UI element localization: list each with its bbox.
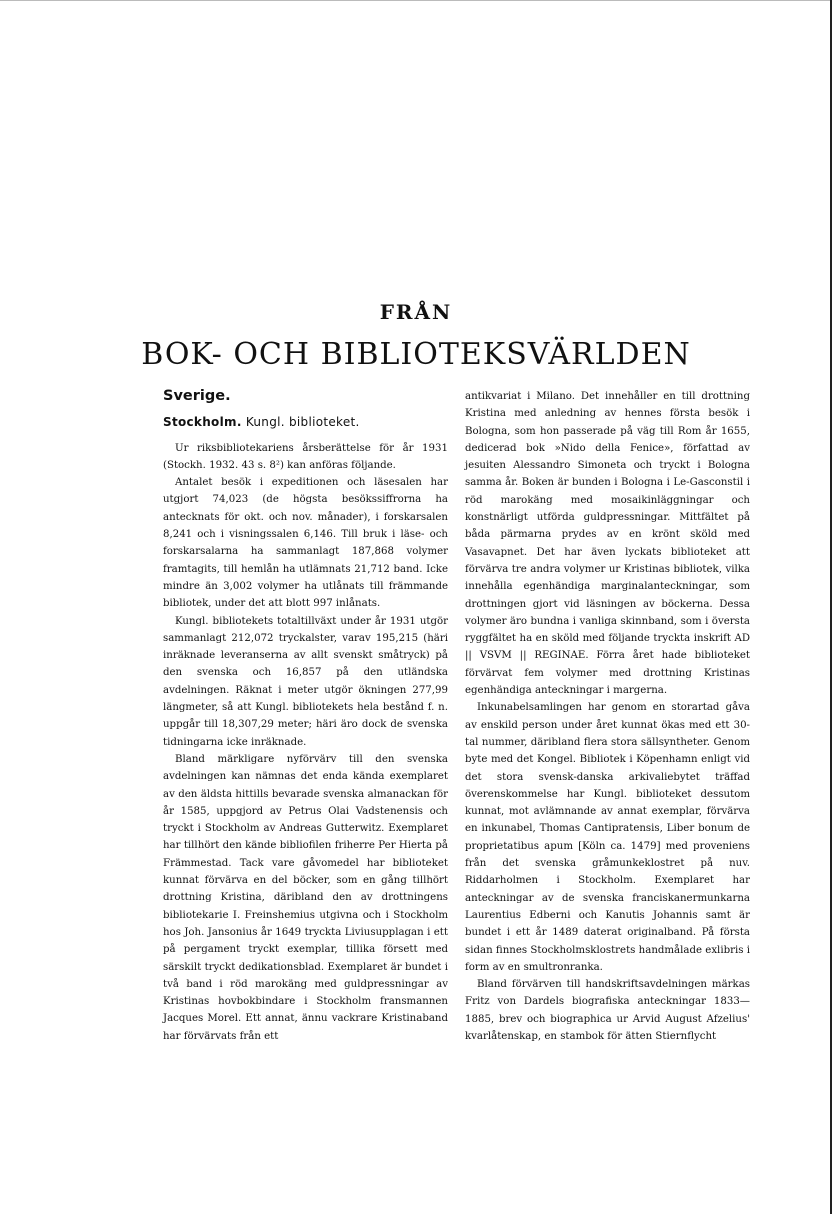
institution-name: Kungl. biblioteket. xyxy=(245,415,360,430)
paragraph: Kungl. bibliotekets totaltillväxt under år 1931 utgör sammanlagt 212,072 tryckalster, varav 195,215 (häri inräknade leveranserna av allt svenskt småtryck) på den svenska och 16,857 på den utländska avdelningen. Räknat i meter utgör ökningen 277,99 längmeter, så att Kungl. bibliotekets hela bestånd f. n. uppgår till 18,307,29 meter; häri äro dock de svenska tidningarna icke inräknade. xyxy=(163,615,448,748)
paragraph: Inkunabelsamlingen har genom en storartad gåva av enskild person under året kunnat ökas med ett 30-tal nummer, däribland flera stora sällsyntheter. Genom byte med det Kongel. Bibliotek i Köpenhamn enligt vid det stora svensk-danska arkivaliebytet träffad överenskommelse har Kungl. biblioteket dessutom kunnat, mot avlämnande av annat exemplar, förvärva en inkunabel, Thomas Cantipratensis, Liber bonum de proprietatibus apum [Köln ca. 1479] med proveniens från det svenska gråmunkeklostret på nuv. Riddarholmen i Stockholm. Exemplaret har anteckningar av de svenska franciskanermunkarna Laurentius Edberni och Kanutis Johannis samt är bundet i ett år 1489 daterat originalband. På första sidan finnes Stockholmsklostrets handmålade exlibris i form av en smultronranka. xyxy=(465,702,750,973)
city-name: Stockholm. xyxy=(163,415,242,430)
right-column xyxy=(465,388,750,1045)
paragraph: Bland märkligare nyförvärv till den svenska avdelningen kan nämnas det enda kända exemplaret av den äldsta hittills bevarade svenska almanackan för år 1585, uppgjord av Petrus Olai Vadstenensis och tryckt i Stockholm av Andreas Gutterwitz. Exemplaret har tillhört den kände bibliofilen friherre Per Hierta på Främmestad. Tack vare gåvomedel har biblioteket kunnat förvärva en del böcker, som en gång tillhört drottning Kristina, däribland den av drottningens bibliotekarie I. Freinshemius utgivna och i Stockholm hos Joh. Jansonius år 1649 tryckta Liviusupplagan i ett på pergament tryckt exemplar, tillika försett med särskilt tryckt dedikationsblad. Exemplaret är bundet i två band i röd marokäng med guldpressningar av Kristinas hovbokbindare i Stockholm fransmannen Jacques Morel. Ett annat, ännu vackrare Kristinaband har förvärvats från ett xyxy=(163,753,448,1042)
country-heading: Sverige. xyxy=(163,388,231,404)
section-kicker: FRÅN xyxy=(379,300,453,324)
left-column xyxy=(163,388,448,1045)
paragraph: Antalet besök i expeditionen och läsesalen har utgjort 74,023 (de högsta besökssiffrorna ha antecknats för okt. och nov. månader), i forskarsalen 8,241 och i visningssalen 6,146. Till bruk i läse- och forskarsalarna ha sammanlagt 187,868 volymer framtagits, till hemlån ha utlämnats 21,712 band. Icke mindre än 3,002 volymer ha utlånats till främmande bibliotek, under det att blott 997 inlånats. xyxy=(163,477,448,610)
city-heading xyxy=(163,414,448,431)
paragraph: Ur riksbibliotekariens årsberättelse för år 1931 (Stockh. 1932. 43 s. 8²) kan anföras följande. xyxy=(163,442,448,471)
paragraph: antikvariat i Milano. Det innehåller en till drottning Kristina med anledning av hennes första besök i Bologna, som hon passerade på väg till Rom år 1655, dedicerad bok »Nido della Fenice», författad av jesuiten Alessandro Simoneta och tryckt i Bologna samma år. Boken är bunden i Bologna i Le-Gasconstil i röd marokäng med mosaikinläggningar och konstnärligt utförda guldpressningar. Mittfältet på båda pärmarna prydes av en krönt sköld med Vasavapnet. Det har även lyckats biblioteket att förvärva tre andra volymer ur Kristinas bibliotek, vilka innehålla egenhändiga marginalanteckningar, som drottningen gjort vid läsningen av böckerna. Dessa volymer äro bundna i vanliga skinnband, som i översta ryggfältet ha en sköld med följande tryckta inskrift AD || VSVM || REGINAE. Förra året hade biblioteket förvärvat fem volymer med drottning Kristinas egenhändiga anteckningar i margerna. xyxy=(465,391,750,697)
page-top-edge xyxy=(0,0,832,1)
page-title: BOK- OCH BIBLIOTEKSVÄRLDEN xyxy=(141,337,691,372)
paragraph: Bland förvärven till handskriftsavdelningen märkas Fritz von Dardels biografiska anteckningar 1833—1885, brev och biographica ur Arvid August Afzelius' kvarlåtenskap, en stambok för ätten Stiernflycht xyxy=(465,979,750,1042)
